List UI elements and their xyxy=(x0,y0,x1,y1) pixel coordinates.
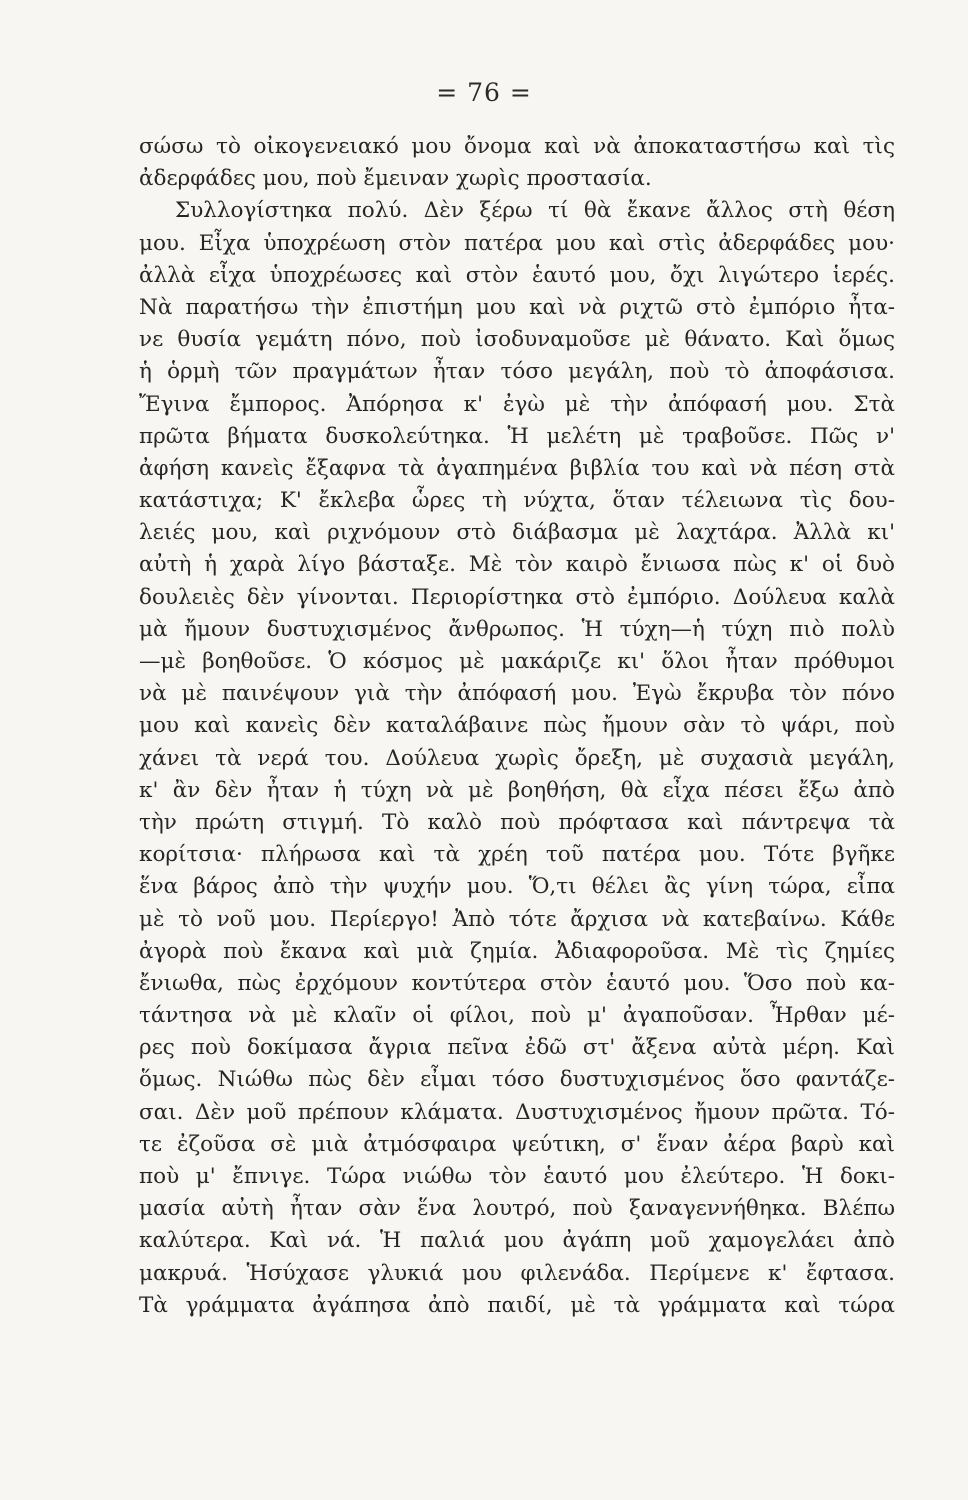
text-line: ἡ ὁρμὴ τῶν πραγμάτων ἦταν τόσο μεγάλη, ποὺ τὸ ἀποφάσισα. xyxy=(139,359,895,385)
text-line: κατάστιχα; Κ' ἔκλεβα ὧρες τὴ νύχτα, ὅταν τέλειωνα τὶς δου- xyxy=(139,488,895,514)
text-line: δουλειὲς δὲν γίνονται. Περιορίστηκα στὸ ἐμπόριο. Δούλευα καλὰ xyxy=(139,584,895,610)
text-line: τε ἐζοῦσα σὲ μιὰ ἀτμόσφαιρα ψεύτικη, σ' ἕναν ἀέρα βαρὺ καὶ xyxy=(139,1131,895,1157)
text-line: κ' ἂν δὲν ἦταν ἡ τύχη νὰ μὲ βοηθήση, θὰ εἶχα πέσει ἔξω ἀπὸ xyxy=(139,777,895,803)
text-line: νὰ μὲ παινέψουν γιὰ τὴν ἀπόφασή μου. Ἐγὼ ἔκρυβα τὸν πόνο xyxy=(139,681,895,707)
text-line: καλύτερα. Καὶ νά. Ἡ παλιά μου ἀγάπη μοῦ χαμογελάει ἀπὸ xyxy=(139,1228,895,1254)
text-line: ὅμως. Νιώθω πὼς δὲν εἶμαι τόσο δυστυχισμένος ὅσο φαντάζε- xyxy=(139,1067,895,1093)
text-line: Ἔγινα ἔμπορος. Ἀπόρησα κ' ἐγὼ μὲ τὴν ἀπόφασή μου. Στὰ xyxy=(139,391,895,417)
text-line: —μὲ βοηθοῦσε. Ὁ κόσμος μὲ μακάριζε κι' ὅλοι ἦταν πρόθυμοι xyxy=(139,649,895,674)
text-line: τάντησα νὰ μὲ κλαῖν οἱ φίλοι, ποὺ μ' ἀγαποῦσαν. Ἦρθαν μέ- xyxy=(139,1003,895,1029)
text-line: Νὰ παρατήσω τὴν ἐπιστήμη μου καὶ νὰ ριχτῶ στὸ ἐμπόριο ἦτα- xyxy=(139,294,895,320)
text-line: ἀλλὰ εἶχα ὑποχρέωσες καὶ στὸν ἑαυτό μου, ὄχι λιγώτερο ἱερές. xyxy=(139,262,895,288)
text-line: λειές μου, καὶ ριχνόμουν στὸ διάβασμα μὲ λαχτάρα. Ἀλλὰ κι' xyxy=(139,520,895,546)
text-line: τὴν πρώτη στιγμή. Τὸ καλὸ ποὺ πρόφτασα καὶ πάντρεψα τὰ xyxy=(139,809,895,835)
text-line: αὐτὴ ἡ χαρὰ λίγο βάσταξε. Μὲ τὸν καιρὸ ἔνιωσα πὼς κ' οἱ δυὸ xyxy=(139,552,895,578)
text-line: ἕνα βάρος ἀπὸ τὴν ψυχήν μου. Ὅ,τι θέλει ἂς γίνη τώρα, εἶπα xyxy=(139,874,895,900)
text-line: μὰ ἤμουν δυστυχισμένος ἄνθρωπος. Ἡ τύχη—ἡ τύχη πιὸ πολὺ xyxy=(139,616,895,642)
text-line: μου καὶ κανεὶς δὲν καταλάβαινε πὼς ἤμουν σὰν τὸ ψάρι, ποὺ xyxy=(139,713,895,739)
text-line: ἔνιωθα, πὼς ἐρχόμουν κοντύτερα στὸν ἑαυτό μου. Ὅσο ποὺ κα- xyxy=(139,970,895,996)
text-line: χάνει τὰ νερά του. Δούλευα χωρὶς ὄρεξη, μὲ συχασιὰ μεγάλη, xyxy=(139,745,895,771)
text-line: ἀδερφάδες μου, ποὺ ἔμειναν χωρὶς προστασία. xyxy=(139,166,652,192)
text-line: ποὺ μ' ἔπνιγε. Τώρα νιώθω τὸν ἑαυτό μου ἐλεύτερο. Ἡ δοκι- xyxy=(139,1164,895,1189)
text-line: μὲ τὸ νοῦ μου. Περίεργο! Ἀπὸ τότε ἄρχισα νὰ κατεβαίνω. Κάθε xyxy=(139,906,895,932)
text-line: σαι. Δὲν μοῦ πρέπουν κλάματα. Δυστυχισμένος ἤμουν πρῶτα. Τό- xyxy=(139,1099,895,1125)
text-line: μακρυά. Ἡσύχασε γλυκιά μου φιλενάδα. Περίμενε κ' ἔφτασα. xyxy=(139,1260,895,1286)
text-line: ἀγορὰ ποὺ ἔκανα καὶ μιὰ ζημία. Ἀδιαφοροῦσα. Μὲ τὶς ζημίες xyxy=(139,938,895,964)
body-text xyxy=(139,131,895,1322)
text-line: ἀφήση κανεὶς ἔξαφνα τὰ ἀγαπημένα βιβλία του καὶ νὰ πέση στὰ xyxy=(139,455,895,481)
text-line: μου. Εἶχα ὑποχρέωση στὸν πατέρα μου καὶ στὶς ἀδερφάδες μου· xyxy=(139,230,895,256)
text-line: νε θυσία γεμάτη πόνο, ποὺ ἰσοδυναμοῦσε μὲ θάνατο. Καὶ ὅμως xyxy=(139,327,895,353)
text-line: ρες ποὺ δοκίμασα ἄγρια πεῖνα ἐδῶ στ' ἄξενα αὐτὰ μέρη. Καὶ xyxy=(139,1035,895,1061)
text-line: μασία αὐτὴ ἦταν σὰν ἕνα λουτρό, ποὺ ξαναγεννήθηκα. Βλέπω xyxy=(139,1196,895,1222)
text-line: πρῶτα βήματα δυσκολεύτηκα. Ἡ μελέτη μὲ τραβοῦσε. Πῶς ν' xyxy=(139,423,895,449)
text-line: κορίτσια· πλήρωσα καὶ τὰ χρέη τοῦ πατέρα μου. Τότε βγῆκε xyxy=(139,842,895,868)
text-line: σώσω τὸ οἰκογενειακό μου ὄνομα καὶ νὰ ἀποκαταστήσω καὶ τὶς xyxy=(139,134,895,159)
text-line: Συλλογίστηκα πολύ. Δὲν ξέρω τί θὰ ἔκανε ἄλλος στὴ θέση xyxy=(175,198,895,224)
text-line: Τὰ γράμματα ἀγάπησα ἀπὸ παιδί, μὲ τὰ γράμματα καὶ τώρα xyxy=(139,1292,895,1318)
page-number: = 76 = xyxy=(436,78,532,107)
